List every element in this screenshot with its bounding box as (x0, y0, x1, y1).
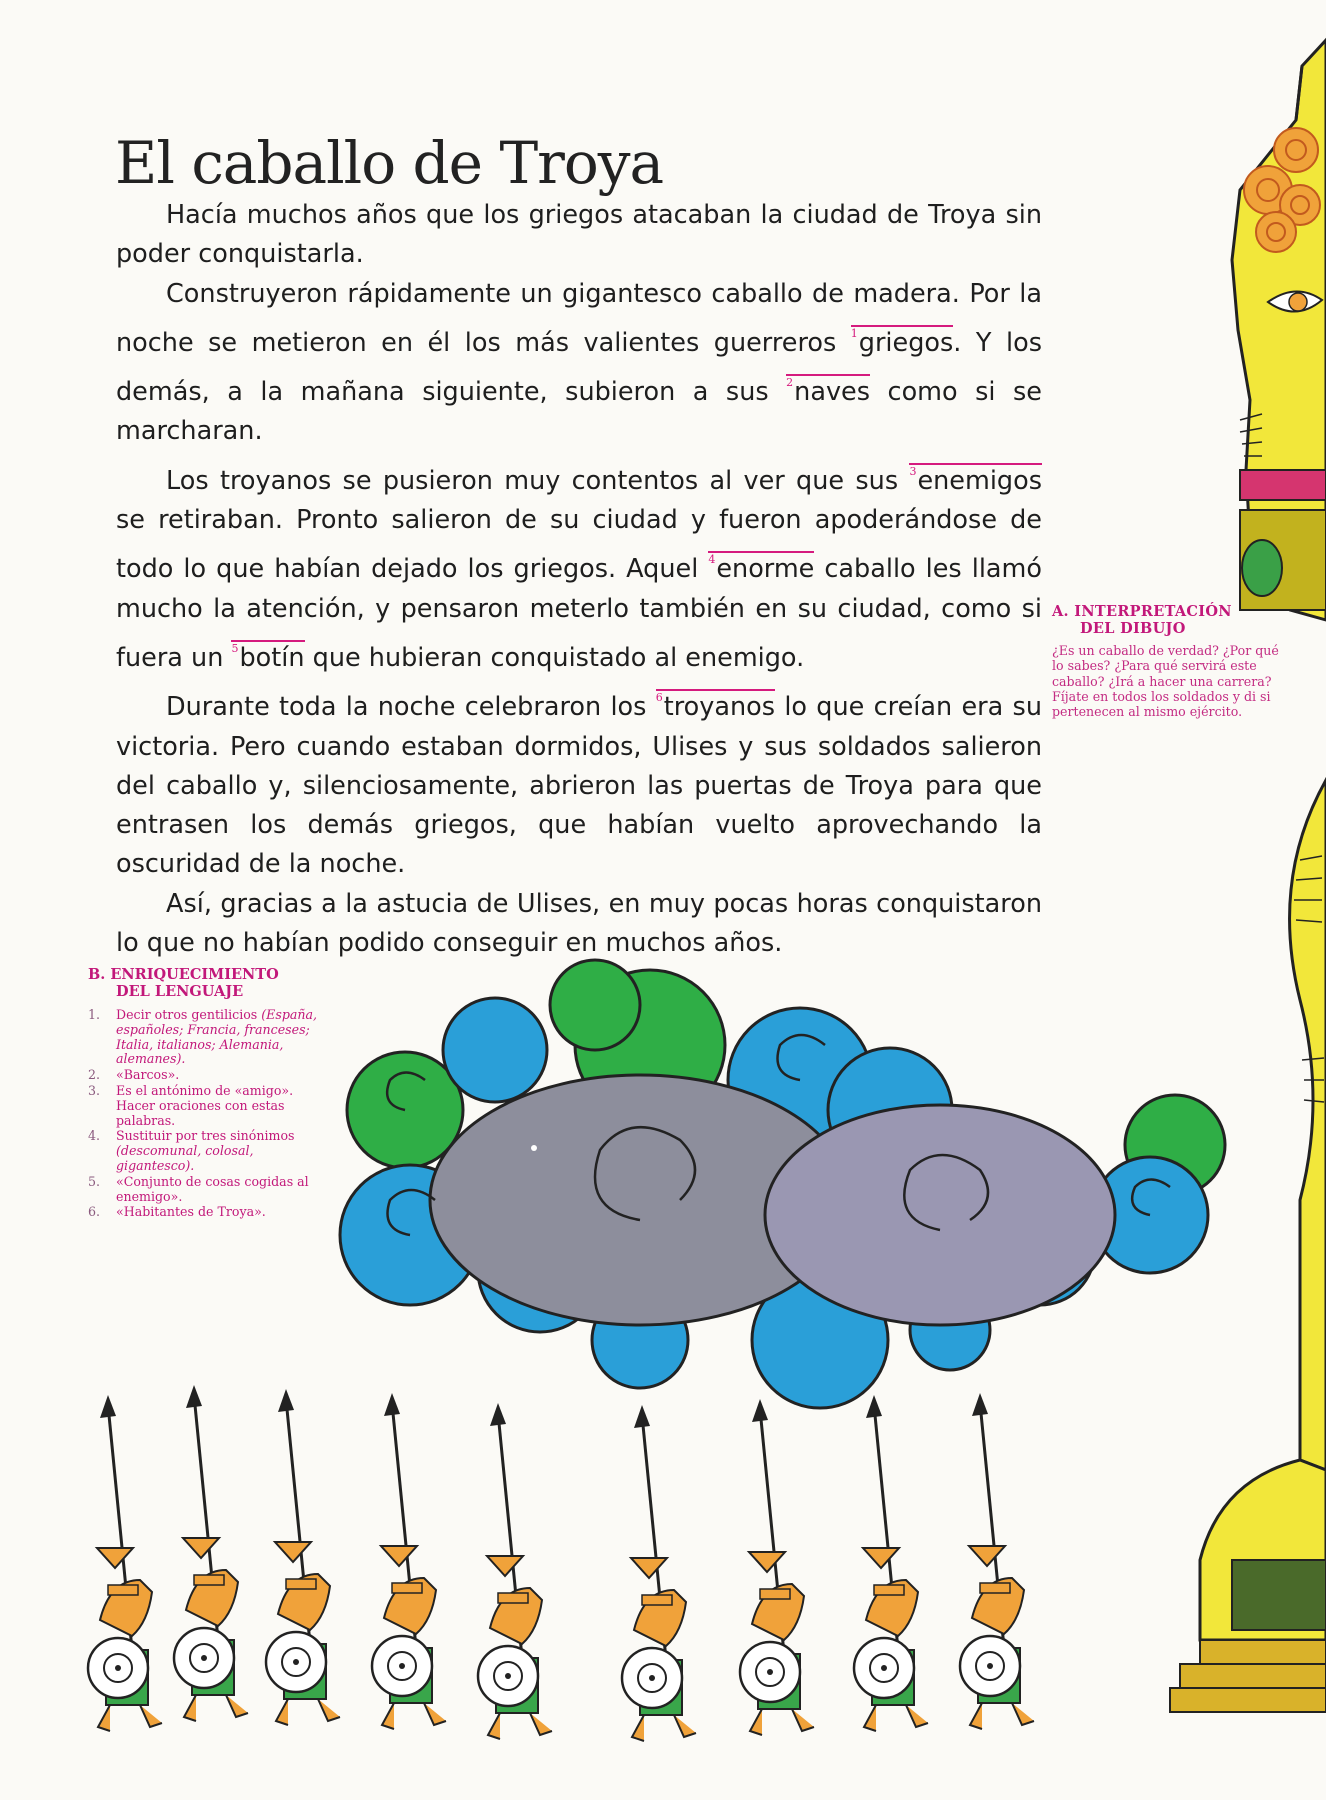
vocab-word: $^3$enemigos (909, 464, 1042, 496)
sidebar-interpretacion (1052, 603, 1288, 719)
list-item: 5. «Conjunto de cosas cogidas al enemigo». (88, 1173, 309, 1204)
soldiers-group (88, 1385, 1034, 1741)
wooden-horse-icon (1232, 40, 1326, 620)
page-title: El caballo de Troya (115, 128, 664, 197)
vocab-word: $^4$enorme (708, 553, 815, 585)
list-item: 2. «Barcos». (88, 1067, 180, 1083)
vocab-word: $^5$botín (231, 641, 305, 673)
story-paragraph: Hacía muchos años que los griegos atacaban la ciudad de Troya sin poder conquistarla. (116, 200, 1042, 270)
swirl-cloud-icon (340, 960, 1225, 1408)
sidebar-heading: A. INTERPRETACIÓN DEL DIBUJO (1052, 603, 1232, 637)
vocab-notes-list (88, 1008, 318, 1220)
list-item: 1. Decir otros gentilicios (España, españoles; Francia, franceses; Italia, italianos; Alemania, alemanes). (88, 1007, 318, 1067)
sidebar-heading: B. ENRIQUECIMIENTO DEL LENGUAJE (88, 966, 279, 1000)
sidebar-enriquecimiento (88, 966, 318, 1221)
story-text (116, 196, 1042, 963)
list-item: 3. Es el antónimo de «amigo». Hacer oraciones con estas palabras. (88, 1082, 294, 1128)
vocab-word: $^1$griegos (850, 326, 954, 358)
story-paragraph: Los troyanos se pusieron muy contentos al ver que sus $^3$enemigos se retiraban. Pronto salieron de su ciudad y fueron apoderándose de todo lo que habían dejado los griegos. Aquel $^4$enorme caballo les llamó mucho la atención, y pensaron meterlo también en su ciudad, como si fuera un $^5$botín que hubieran conquistado al enemigo. (116, 464, 1042, 673)
story-paragraph: Durante toda la noche celebraron los $^6$troyanos lo que creían era su victoria. Pero cuando estaban dormidos, Ulises y sus soldados salieron del caballo y, silenciosamente, abrieron las puertas de Troya para que entrasen los demás griegos, que habían vuelto aprovechando la oscuridad de la noche. (116, 691, 1042, 880)
vocab-word: $^2$naves (786, 376, 871, 408)
vocab-word: $^6$troyanos (655, 691, 776, 723)
sidebar-questions: ¿Es un caballo de verdad? ¿Por qué lo sabes? ¿Para qué servirá este caballo? ¿Irá a hacer una carrera? Fíjate en todos los soldados y di si pertenecen al mismo ejército. (1052, 643, 1279, 720)
list-item: 6. «Habitantes de Troya». (88, 1204, 266, 1220)
list-item: 4. Sustituir por tres sinónimos (descomunal, colosal, gigantesco). (88, 1128, 295, 1173)
soldier-icon (88, 1395, 162, 1731)
story-paragraph: Construyeron rápidamente un gigantesco caballo de madera. Por la noche se metieron en él los más valientes guerreros $^1$griegos. Y los demás, a la mañana siguiente, subieron a sus $^2$naves como si se marcharan. (116, 278, 1042, 447)
story-paragraph: Así, gracias a la astucia de Ulises, en muy pocas horas conquistaron lo que no habían podido conseguir en muchos años. (116, 888, 1042, 959)
